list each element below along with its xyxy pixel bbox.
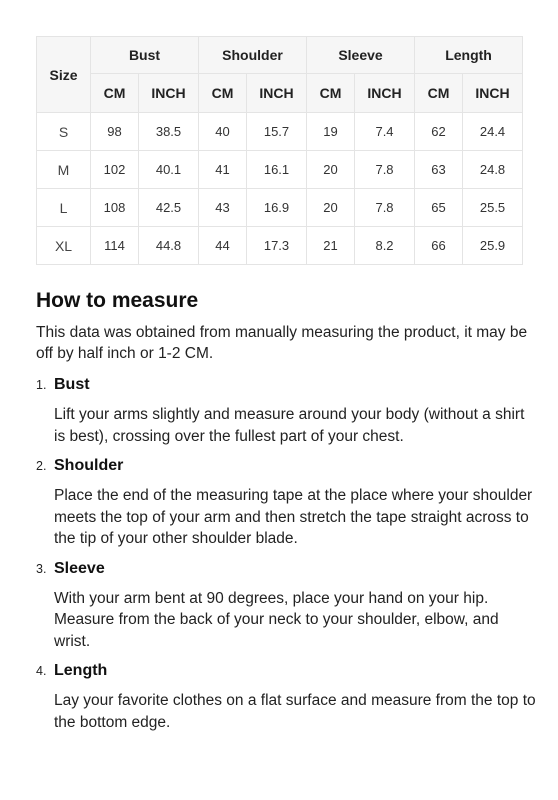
step-description: Place the end of the measuring tape at the place where your shoulder meets the top of your arm and then stretch the tape straight across to the tip of your other shoulder blade.	[54, 487, 533, 547]
unit-header-inch: INCH	[139, 74, 199, 113]
how-to-measure-section	[36, 289, 536, 743]
table-cell: 41	[199, 151, 247, 189]
step-number: 1.	[36, 378, 47, 392]
unit-header-cm: CM	[91, 74, 139, 113]
table-cell: 44	[199, 227, 247, 265]
size-cell: S	[37, 113, 91, 151]
table-header-row	[37, 37, 523, 74]
table-cell: 25.9	[463, 227, 523, 265]
step-title: Sleeve	[54, 559, 105, 577]
table-cell: 8.2	[355, 227, 415, 265]
table-cell: 65	[415, 189, 463, 227]
table-cell: 16.9	[247, 189, 307, 227]
step-number: 4.	[36, 664, 47, 678]
table-cell: 20	[307, 151, 355, 189]
table-row	[37, 189, 523, 227]
unit-header-inch: INCH	[355, 74, 415, 113]
unit-header-inch: INCH	[463, 74, 523, 113]
length-column-header: Length	[415, 37, 523, 74]
table-cell: 19	[307, 113, 355, 151]
table-cell: 24.4	[463, 113, 523, 151]
table-cell: 38.5	[139, 113, 199, 151]
unit-header-cm: CM	[415, 74, 463, 113]
size-cell: XL	[37, 227, 91, 265]
unit-header-cm: CM	[307, 74, 355, 113]
list-item	[36, 376, 536, 447]
size-cell: L	[37, 189, 91, 227]
table-cell: 43	[199, 189, 247, 227]
table-cell: 7.8	[355, 151, 415, 189]
size-chart-table	[36, 36, 523, 265]
table-cell: 15.7	[247, 113, 307, 151]
step-header	[36, 376, 536, 398]
table-cell: 20	[307, 189, 355, 227]
table-cell: 25.5	[463, 189, 523, 227]
size-cell: M	[37, 151, 91, 189]
step-description: With your arm bent at 90 degrees, place your hand on your hip. Measure from the back of your neck to your shoulder, elbow, and wrist.	[54, 589, 499, 650]
table-cell: 44.8	[139, 227, 199, 265]
step-header	[36, 560, 536, 582]
table-row	[37, 113, 523, 151]
steps-list	[36, 376, 536, 733]
table-cell: 42.5	[139, 189, 199, 227]
table-cell: 66	[415, 227, 463, 265]
table-cell: 63	[415, 151, 463, 189]
step-number: 3.	[36, 561, 47, 576]
table-cell: 17.3	[247, 227, 307, 265]
step-title: Bust	[54, 376, 90, 393]
section-title: How to measure	[36, 289, 199, 312]
table-cell: 114	[91, 227, 139, 265]
list-item	[36, 457, 536, 550]
table-cell: 21	[307, 227, 355, 265]
table-cell: 98	[91, 113, 139, 151]
step-title: Length	[54, 662, 108, 679]
intro-text: This data was obtained from manually measuring the product, it may be off by half inch or 1-2 CM.	[36, 324, 528, 362]
table-cell: 16.1	[247, 151, 307, 189]
table-row	[37, 151, 523, 189]
step-title: Shoulder	[54, 457, 124, 474]
table-cell: 7.8	[355, 189, 415, 227]
unit-header-row	[37, 74, 523, 113]
table-row	[37, 227, 523, 265]
table-cell: 40	[199, 113, 247, 151]
table-cell: 40.1	[139, 151, 199, 189]
list-item	[36, 560, 536, 653]
table-cell: 102	[91, 151, 139, 189]
bust-column-header: Bust	[91, 37, 199, 74]
shoulder-column-header: Shoulder	[199, 37, 307, 74]
step-number: 2.	[36, 459, 47, 473]
list-item	[36, 662, 536, 733]
step-description: Lay your favorite clothes on a flat surface and measure from the top to the bottom edge.	[54, 692, 536, 731]
unit-header-cm: CM	[199, 74, 247, 113]
table-cell: 24.8	[463, 151, 523, 189]
table-cell: 7.4	[355, 113, 415, 151]
table-cell: 62	[415, 113, 463, 151]
size-column-header: Size	[37, 37, 91, 113]
sleeve-column-header: Sleeve	[307, 37, 415, 74]
table-cell: 108	[91, 189, 139, 227]
step-description: Lift your arms slightly and measure around your body (without a shirt is best), crossing over the fullest part of your chest.	[54, 406, 525, 445]
step-header	[36, 457, 536, 479]
unit-header-inch: INCH	[247, 74, 307, 113]
step-header	[36, 662, 536, 684]
